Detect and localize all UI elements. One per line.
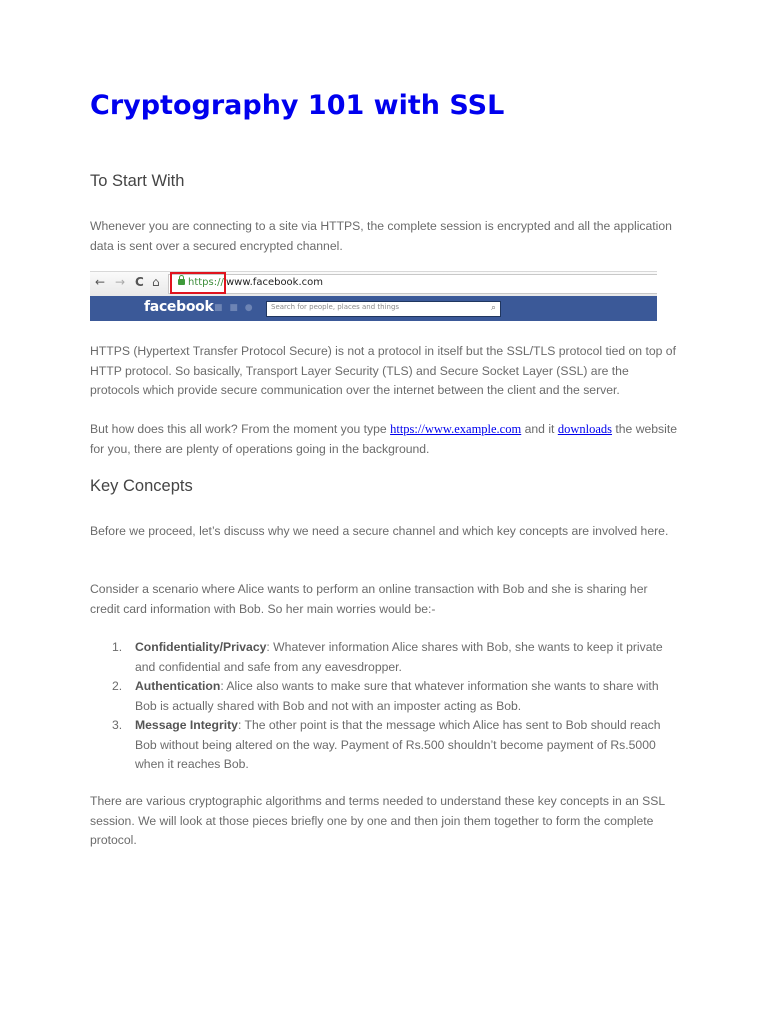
list-term: Confidentiality/Privacy: [135, 640, 267, 654]
browser-toolbar: [90, 271, 657, 296]
forward-arrow-icon: →: [115, 275, 126, 289]
back-arrow-icon: ←: [95, 275, 106, 289]
https-highlight-box: [170, 272, 226, 294]
list-number: 3.: [112, 718, 123, 732]
facebook-logo: facebook: [144, 299, 214, 315]
reload-icon: C: [135, 275, 144, 289]
how-it-works-paragraph: [90, 420, 680, 459]
https-paragraph: HTTPS (Hypertext Transfer Protocol Secure) is not a protocol in itself but the SSL/TLS protocol tied on top of HTTP protocol. So basically, Transport Layer Security (TLS) and Secure Socket Layer (SSL) are the protocols which provide secure communication over the internet between the client and the server.: [90, 344, 676, 397]
concepts-list: [90, 638, 680, 775]
example-url-link[interactable]: https://www.example.com: [390, 422, 522, 436]
downloads-link[interactable]: downloads: [557, 422, 612, 436]
list-term: Authentication: [135, 679, 221, 693]
facebook-header-bar: [90, 296, 657, 321]
list-text: : Whatever information Alice shares with Bob, she wants to keep it private and confidential and safe from any eavesdropper.: [135, 640, 663, 674]
proceed-paragraph: Before we proceed, let’s discuss why we need a secure channel and which key concepts are involved here.: [90, 524, 669, 538]
magnifier-icon: ⌕: [490, 302, 496, 312]
closing-paragraph: There are various cryptographic algorithms and terms needed to understand these key concepts in an SSL session. We will look at those pieces briefly one by one and then join them together to form the complete protocol.: [90, 794, 665, 847]
list-text: : Alice also wants to make sure that whatever information she wants to share with Bob is actually shared with Bob and not with an imposter acting as Bob.: [135, 679, 659, 713]
facebook-search-box: [266, 301, 501, 317]
section-heading-key-concepts: Key Concepts: [90, 477, 193, 495]
list-item: [90, 677, 680, 716]
paragraph-text: But how does this all work? From the moment you type: [90, 422, 391, 436]
intro-paragraph: Whenever you are connecting to a site via HTTPS, the complete session is encrypted and all the application data is sent over a secured encrypted channel.: [90, 219, 672, 253]
page-title: Cryptography 101 with SSL: [90, 90, 505, 121]
notification-icons: ■ ■ ●: [214, 303, 255, 313]
url-text: www.facebook.com: [226, 277, 324, 288]
https-text: https://: [188, 277, 224, 288]
paragraph-text: the website for you, there are plenty of operations going in the background.: [90, 422, 678, 456]
list-term: Message Integrity: [135, 718, 238, 732]
paragraph-text: and it: [521, 422, 558, 436]
list-number: 1.: [112, 640, 123, 654]
list-text: : The other point is that the message which Alice has sent to Bob should reach Bob without being altered on the way. Payment of Rs.500 shouldn’t become payment of Rs.5000 when it reaches Bob.: [135, 718, 661, 771]
home-icon: ⌂: [152, 275, 160, 289]
list-item: [90, 716, 680, 775]
scenario-paragraph: Consider a scenario where Alice wants to perform an online transaction with Bob and she is sharing her credit card information with Bob. So her main worries would be:-: [90, 582, 648, 616]
section-heading-start: To Start With: [90, 172, 185, 190]
browser-screenshot-image: [90, 271, 657, 321]
list-item: [90, 638, 680, 677]
list-number: 2.: [112, 679, 123, 693]
facebook-search-placeholder: Search for people, places and things: [271, 303, 400, 311]
